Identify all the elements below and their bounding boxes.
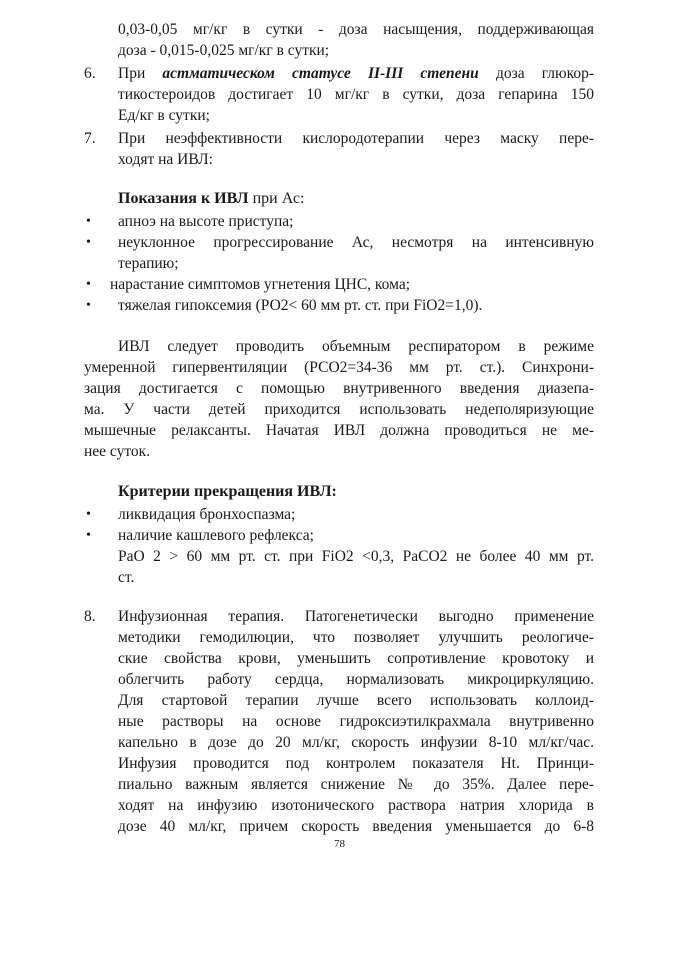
page-number: 78 [334,838,345,850]
paragraph-line: мышечные релаксанты. Начатая ИВЛ должна проводиться не ме- [84,422,594,439]
list-item: апноэ на высоте приступа; [118,213,294,230]
bullet: • [86,298,91,313]
list-item: ликвидация бронхоспазма; [118,506,296,523]
list-number: 8. [84,608,96,625]
text-line: Инфузия проводится под контролем показателя Ht. Принци- [118,755,594,772]
section-heading [118,189,304,209]
item6-rest: доза глюкор- [495,65,595,82]
paragraph-line: зация достигается с помощью внутривенного введения диазепа- [84,380,594,397]
text-line: Для стартовой терапии лучше всего использовать коллоид- [118,692,594,709]
heading-rest: при Ас: [252,190,305,207]
section-heading: Критерии прекращения ИВЛ: [118,483,337,500]
list-number: 7. [84,130,96,147]
text-line: ходят на ИВЛ: [118,151,213,168]
list-item: тяжелая гипоксемия (РО2< 60 мм рт. ст. при FiO2=1,0). [118,297,483,314]
text-line: 0,03-0,05 мг/кг в сутки - доза насыщения, поддерживающая [118,21,594,38]
text-line: доза - 0,015-0,025 мг/кг в сутки; [118,42,330,59]
list-item: неуклонное прогрессирование Ас, несмотря на интенсивную [118,234,594,251]
bullet: • [86,528,91,543]
text-line: тикостероидов достигает 10 мг/кг в сутки, доза гепарина 150 [118,86,594,103]
item6-emphasis: астматическом статусе II-III степени [162,65,479,82]
text-line: ные растворы на основе гидроксиэтилкрахмала внутривенно [118,713,594,730]
paragraph-line: нее суток. [84,443,151,460]
text-line [118,64,594,84]
text-line: ские свойства крови, уменьшить сопротивление кровотоку и [118,650,594,667]
bullet: • [86,214,91,229]
paragraph-line: ма. У части детей приходится использовать недеполяризующие [84,401,594,418]
text-line: пиально важным является снижение № до 35%. Далее пере- [118,776,594,793]
paragraph-line: умеренной гипервентиляции (РСО2=34-36 мм рт. ст.). Синхрони- [84,359,594,376]
list-number: 6. [84,65,96,82]
text-line: методики гемодилюции, что позволяет улучшить реологиче- [118,629,594,646]
text-line: дозе 40 мл/кг, причем скорость введения уменьшается до 6-8 [118,818,594,835]
bullet: • [86,277,91,292]
list-item: нарастание симптомов угнетения ЦНС, кома; [110,276,411,293]
list-item-continued: ст. [118,569,135,586]
bullet: • [86,507,91,522]
text-line: Инфузионная терапия. Патогенетически выгодно применение [118,608,594,625]
text-line: Ед/кг в сутки; [118,107,210,124]
text-line: ходят на инфузию изотонического раствора натрия хлорида в [118,797,594,814]
list-item-continued: PaO 2 > 60 мм рт. ст. при FiO2 <0,3, PaCO2 не более 40 мм рт. [118,548,594,565]
heading-bold: Показания к ИВЛ [118,190,249,207]
list-item: наличие кашлевого рефлекса; [118,527,314,544]
text-line: облегчить работу сердца, нормализовать микроциркуляцию. [118,671,594,688]
bullet: • [86,235,91,250]
list-item-continued: терапию; [118,255,179,272]
text-line: При неэффективности кислородотерапии через маску пере- [118,130,594,147]
item6-prefix: При [118,65,146,82]
paragraph-line: ИВЛ следует проводить объемным респиратором в режиме [118,338,594,355]
text-line: капельно в дозе до 20 мл/кг, скорость инфузии 8-10 мл/кг/час. [118,734,594,751]
